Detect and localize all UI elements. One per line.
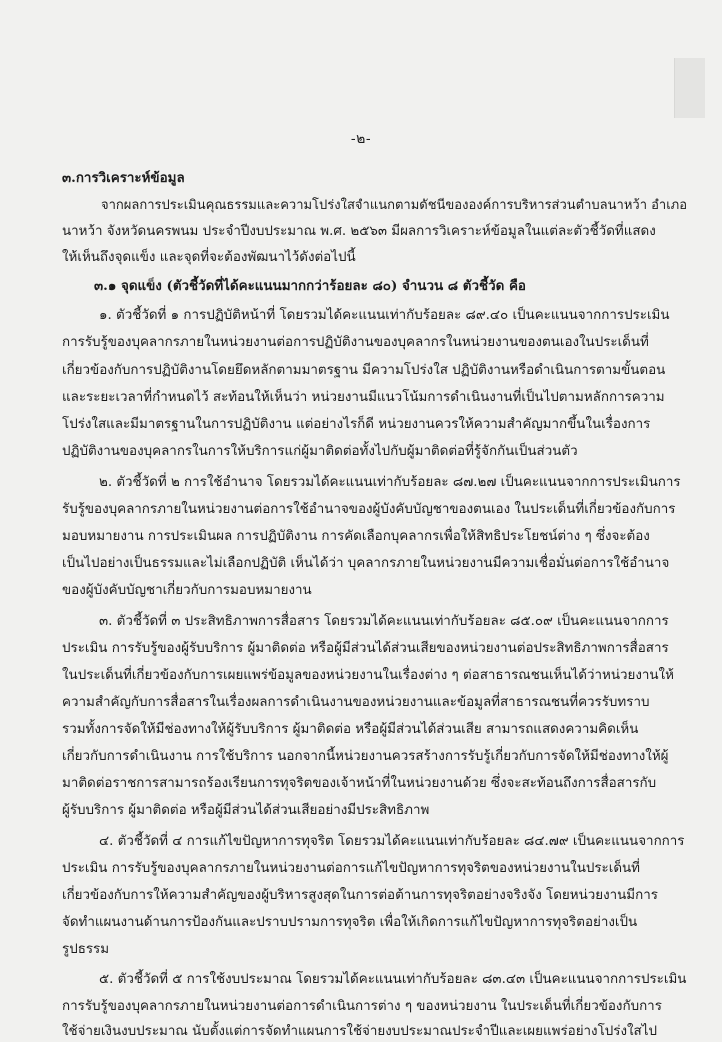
paragraph-line: เกี่ยวข้องกับการปฏิบัติงานโดยยึดหลักตามมาตรฐาน มีความโปร่งใส ปฏิบัติงานหรือดำเนินการตามขั้นตอน — [62, 363, 666, 378]
paragraph-line: รูปธรรม — [62, 942, 110, 957]
paragraph-line: ๔. ตัวชี้วัดที่ ๔ การแก้ไขปัญหาการทุจริต โดยรวมได้คะแนนเท่ากับร้อยละ ๘๔.๗๙ เป็นคะแนนจากการ — [99, 834, 685, 849]
paragraph-line: รวมทั้งการจัดให้มีช่องทางให้ผู้รับบริการ ผู้มาติดต่อ หรือผู้มีส่วนได้ส่วนเสีย สามารถแสดงความคิดเห็น — [62, 722, 639, 737]
section-heading: ๓.การวิเคราะห์ข้อมูล — [62, 170, 185, 186]
paragraph-line: ของผู้บังคับบัญชาเกี่ยวกับการมอบหมายงาน — [62, 583, 312, 598]
paragraph-line: เกี่ยวข้องกับการให้ความสำคัญของผู้บริหารสูงสุดในการต่อต้านการทุจริตอย่างจริงจัง โดยหน่วยงานมีการ — [62, 888, 658, 903]
paragraph-line: การรับรู้ของบุคลากรภายในหน่วยงานต่อการปฏิบัติงานของบุคลากรในหน่วยงานของตนเองในประเด็นที่ — [62, 335, 649, 350]
paragraph-line: ในประเด็นที่เกี่ยวข้องกับการเผยแพร่ข้อมูลของหน่วยงานในเรื่องต่าง ๆ ต่อสาธารณชนเห็นได้ว่าหน่วยงานให้ — [62, 668, 674, 683]
paragraph-line: ๑. ตัวชี้วัดที่ ๑ การปฏิบัติหน้าที่ โดยรวมได้คะแนนเท่ากับร้อยละ ๘๙.๔๐ เป็นคะแนนจากการประเมิน — [99, 308, 670, 323]
paragraph-line: มอบหมายงาน การประเมินผล การปฏิบัติงาน การคัดเลือกบุคลากรเพื่อให้สิทธิประโยชน์ต่าง ๆ ซึ่งจะต้อง — [62, 529, 650, 544]
paragraph-line: จากผลการประเมินคุณธรรมและความโปร่งใสจำแนกตามดัชนีขององค์การบริหารส่วนตำบลนาหว้า อำเภอ — [101, 198, 688, 213]
paragraph-line: เป็นไปอย่างเป็นธรรมและไม่เลือกปฏิบัติ เห็นได้ว่า บุคลากรภายในหน่วยงานมีความเชื่อมั่นต่อการใช้อำนาจ — [62, 556, 670, 571]
paragraph-line: ความสำคัญกับการสื่อสารในเรื่องผลการดำเนินงานของหน่วยงานและข้อมูลที่สาธารณชนที่ควรรับทราบ — [62, 695, 650, 710]
scan-corner-mark — [674, 58, 705, 118]
paragraph-line: ประเมิน การรับรู้ของผู้รับบริการ ผู้มาติดต่อ หรือผู้มีส่วนได้ส่วนเสียของหน่วยงานต่อประสิทธิภาพการสื่อสาร — [62, 641, 669, 656]
paragraph-line: และระยะเวลาที่กำหนดไว้ สะท้อนให้เห็นว่า หน่วยงานมีแนวโน้มการดำเนินงานที่เป็นไปตามหลักการความ — [62, 390, 665, 405]
paragraph-line: ๓. ตัวชี้วัดที่ ๓ ประสิทธิภาพการสื่อสาร โดยรวมได้คะแนนเท่ากับร้อยละ ๘๕.๐๙ เป็นคะแนนจากการ — [99, 614, 669, 629]
page-number: -๒- — [350, 131, 372, 147]
paragraph-line: เกี่ยวกับการดำเนินงาน การใช้บริการ นอกจากนี้หน่วยงานควรสร้างการรับรู้เกี่ยวกับการจัดให้มีช่องทางให้ผู้ — [62, 749, 669, 764]
paragraph-line: ๕. ตัวชี้วัดที่ ๕ การใช้งบประมาณ โดยรวมได้คะแนนเท่ากับร้อยละ ๘๓.๔๓ เป็นคะแนนจากการประเมิน — [99, 972, 687, 987]
paragraph-line: ๒. ตัวชี้วัดที่ ๒ การใช้อำนาจ โดยรวมได้คะแนนเท่ากับร้อยละ ๘๗.๒๗ เป็นคะแนนจากการประเมินการ — [99, 475, 681, 490]
paragraph-line: ให้เห็นถึงจุดแข็ง และจุดที่จะต้องพัฒนาไว้ดังต่อไปนี้ — [62, 250, 356, 265]
paragraph-line: รับรู้ของบุคลากรภายในหน่วยงานต่อการใช้อำนาจของผู้บังคับบัญชาของตนเอง ในประเด็นที่เกี่ยวข้องกับการ — [62, 502, 676, 517]
paragraph-line: ใช้จ่ายเงินงบประมาณ นับตั้งแต่การจัดทำแผนการใช้จ่ายงบประมาณประจำปีและเผยแพร่อย่างโปร่งใสไป — [62, 1024, 657, 1039]
subsection-heading: ๓.๑ จุดแข็ง (ตัวชี้วัดที่ได้คะแนนมากกว่าร้อยละ ๘๐) จำนวน ๘ ตัวชี้วัด คือ — [94, 278, 526, 294]
paragraph-line: ผู้รับบริการ ผู้มาติดต่อ หรือผู้มีส่วนได้ส่วนเสียอย่างมีประสิทธิภาพ — [62, 803, 430, 818]
paragraph-line: มาติดต่อราชการสามารถร้องเรียนการทุจริตของเจ้าหน้าที่ในหน่วยงานด้วย ซึ่งจะสะท้อนถึงการสื่อสารกับ — [62, 776, 657, 791]
paragraph-line: จัดทำแผนงานด้านการป้องกันและปราบปรามการทุจริต เพื่อให้เกิดการแก้ไขปัญหาการทุจริตอย่างเป็น — [62, 915, 638, 930]
paragraph-line: โปร่งใสและมีมาตรฐานในการปฏิบัติงาน แต่อย่างไรก็ดี หน่วยงานควรให้ความสำคัญมากขึ้นในเรื่องการ — [62, 417, 651, 432]
paragraph-line: ประเมิน การรับรู้ของบุคลากรภายในหน่วยงานต่อการแก้ไขปัญหาการทุจริตของหน่วยงานในประเด็นที่ — [62, 861, 641, 876]
paragraph-line: การรับรู้ของบุคลากรภายในหน่วยงานต่อการดำเนินการต่าง ๆ ของหน่วยงาน ในประเด็นที่เกี่ยวข้องกับการ — [62, 999, 662, 1014]
paragraph-line: นาหว้า จังหวัดนครพนม ประจำปีงบประมาณ พ.ศ. ๒๕๖๓ มีผลการวิเคราะห์ข้อมูลในแต่ละตัวชี้วัดที่แสดง — [62, 224, 656, 239]
paragraph-line: ปฏิบัติงานของบุคลากรในการให้บริการแก่ผู้มาติดต่อทั้งไปกับผู้มาติดต่อที่รู้จักกันเป็นส่วนตัว — [62, 444, 578, 459]
